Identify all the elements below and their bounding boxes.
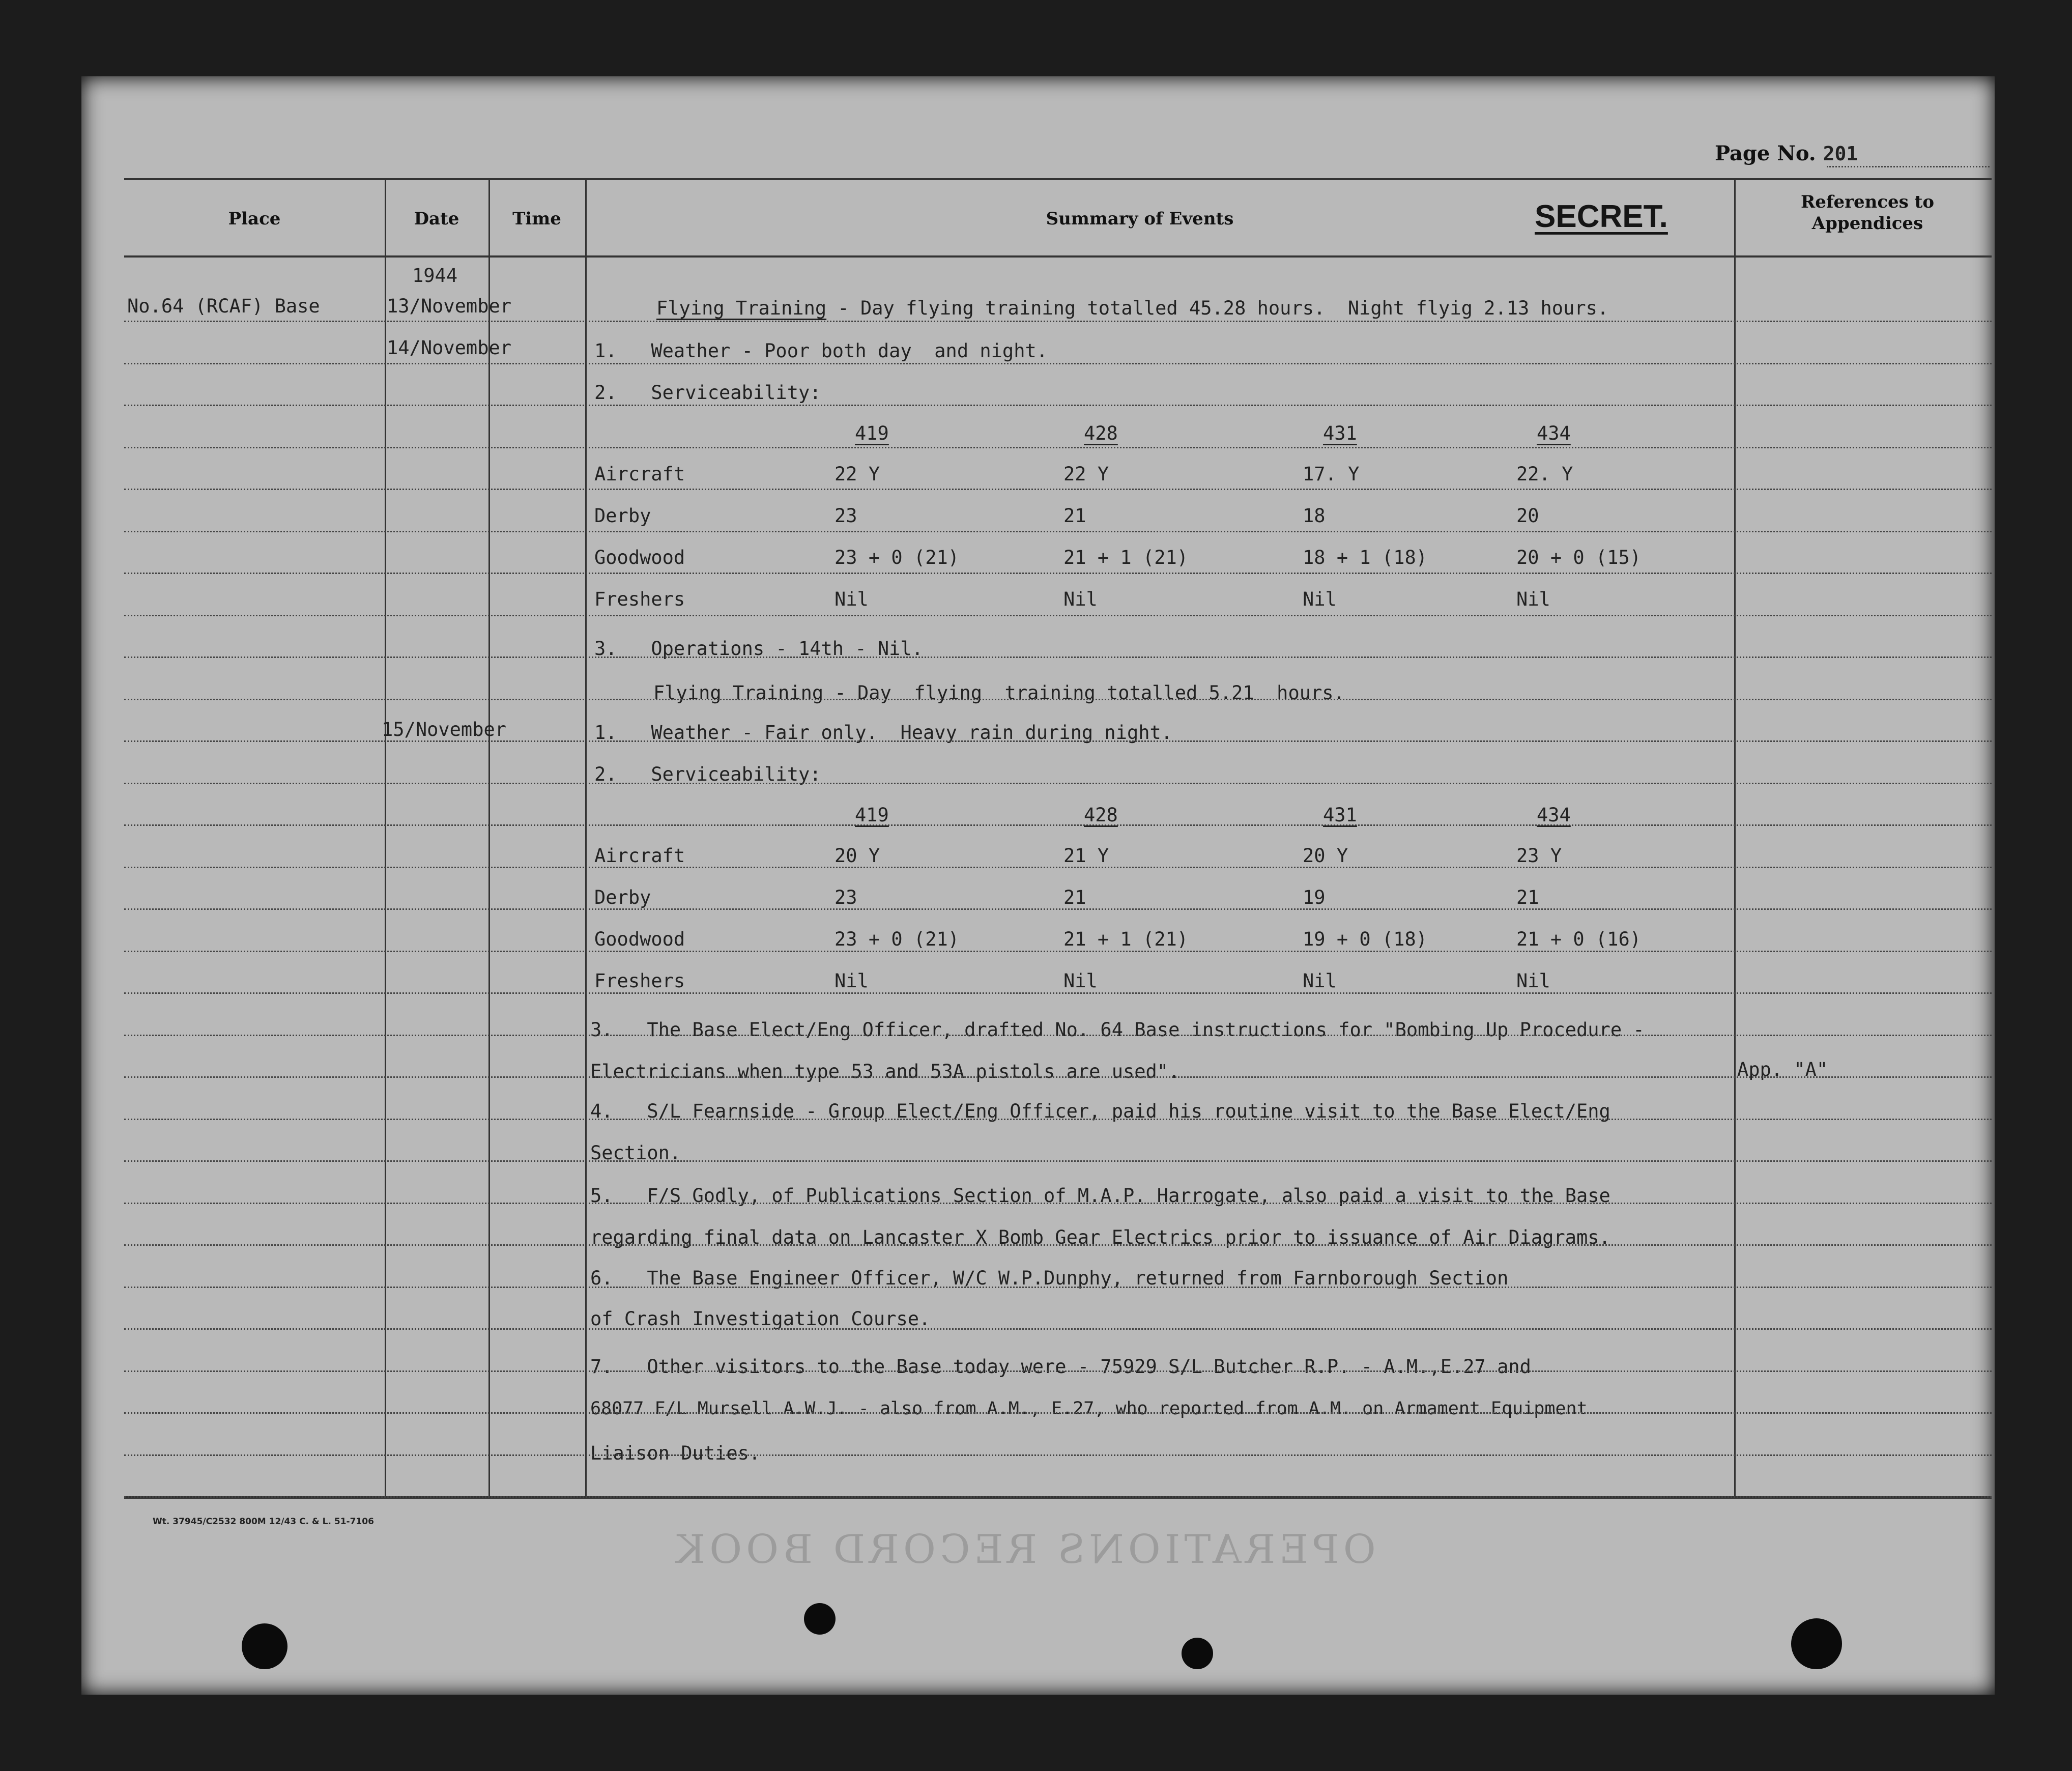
serviceability-cell: 20 + 0 (15)	[1516, 547, 1642, 568]
serviceability-cell: Nil	[834, 970, 869, 992]
punch-hole	[1182, 1638, 1213, 1669]
summary-line: Section.	[590, 1142, 681, 1164]
ruled-row-line	[124, 992, 1992, 994]
summary-line: 7. Other visitors to the Base today were - 75929 S/L Butcher R.P. - A.M.,E.27 and	[590, 1356, 1531, 1378]
squadron-number: 419	[855, 422, 889, 444]
ruled-row-line	[124, 363, 1992, 364]
serviceability-cell: 23 + 0 (21)	[834, 928, 960, 950]
serviceability-cell: 21	[1516, 887, 1539, 908]
summary-line: 2. Serviceability:	[594, 763, 821, 785]
serviceability-row-label: Derby	[594, 505, 651, 527]
serviceability-cell: Nil	[1516, 970, 1550, 992]
ruled-row-line	[124, 867, 1992, 868]
punch-hole	[804, 1603, 836, 1635]
serviceability-cell: 22 Y	[834, 463, 880, 485]
summary-line: 5. F/S Godly, of Publications Section of M.A.P. Harrogate, also paid a visit to the Base	[590, 1185, 1610, 1207]
punch-hole	[1791, 1618, 1842, 1669]
ruled-row-line	[124, 1203, 1992, 1204]
ruled-row-line	[124, 824, 1992, 826]
serviceability-row-label: Freshers	[594, 970, 685, 992]
ruled-row-line	[124, 699, 1992, 700]
serviceability-cell: Nil	[1063, 588, 1098, 610]
squadron-number: 428	[1084, 804, 1118, 826]
ruled-row-line	[124, 783, 1992, 784]
summary-text: - Day flying training totalled 45.28 hours. Night flyig 2.13 hours.	[826, 297, 1609, 319]
serviceability-cell: 18 + 1 (18)	[1303, 547, 1428, 568]
table-top-rule	[124, 178, 1992, 180]
header-bottom-rule	[124, 255, 1992, 258]
ruled-row-line	[124, 1244, 1992, 1246]
serviceability-cell: 23	[834, 887, 857, 908]
record-sheet	[81, 76, 1995, 1695]
ruled-row-line	[124, 656, 1992, 658]
ruled-row-line	[124, 740, 1992, 742]
summary-line	[656, 297, 1608, 319]
summary-line: 1. Weather - Fair only. Heavy rain during night.	[594, 722, 1173, 744]
summary-line: 3. The Base Elect/Eng Officer, drafted No. 64 Base instructions for "Bombing Up Procedure -	[590, 1019, 1645, 1041]
serviceability-cell: Nil	[834, 588, 869, 610]
ruled-row-line	[124, 1328, 1992, 1330]
summary-line: 3. Operations - 14th - Nil.	[594, 638, 924, 660]
secret-stamp: SECRET.	[1535, 199, 1668, 234]
serviceability-cell: 23 Y	[1516, 845, 1562, 867]
page-number: 201	[1823, 142, 1858, 165]
serviceability-cell: 21 + 1 (21)	[1063, 547, 1189, 568]
show-through-text: OPERATIONS RECORD BOOK	[672, 1527, 1376, 1573]
col-divider-date-time	[488, 178, 490, 1496]
form-print-code: Wt. 37945/C2532 800M 12/43 C. & L. 51-7106	[153, 1517, 374, 1527]
summary-line: 68077 F/L Mursell A.W.J. - also from A.M., E.27, who reported from A.M. on Armament Equipment	[590, 1398, 1588, 1419]
summary-line: regarding final data on Lancaster X Bomb Gear Electrics prior to issuance of Air Diagrams.	[590, 1226, 1610, 1248]
serviceability-cell: 20	[1516, 505, 1539, 527]
ruled-row-line	[124, 405, 1992, 406]
serviceability-cell: Nil	[1516, 588, 1550, 610]
ruled-row-line	[124, 1119, 1992, 1120]
serviceability-cell: 20 Y	[1303, 845, 1348, 867]
ruled-row-line	[124, 321, 1992, 322]
ruled-row-line	[124, 1412, 1992, 1414]
page-number-underline	[1827, 166, 1990, 167]
summary-heading-flying-training: Flying Training	[656, 297, 827, 319]
ruled-row-line	[124, 531, 1992, 532]
ruled-row-line	[124, 447, 1992, 448]
squadron-number: 431	[1323, 422, 1357, 444]
ruled-row-line	[124, 573, 1992, 574]
ruled-row-line	[124, 1287, 1992, 1288]
serviceability-cell: 17. Y	[1303, 463, 1360, 485]
ruled-row-line	[124, 1496, 1992, 1498]
serviceability-cell: 21	[1063, 887, 1086, 908]
serviceability-row-label: Derby	[594, 887, 651, 908]
serviceability-cell: 19 + 0 (18)	[1303, 928, 1428, 950]
serviceability-cell: 21 + 0 (16)	[1516, 928, 1642, 950]
serviceability-cell: 20 Y	[834, 845, 880, 867]
serviceability-row-label: Freshers	[594, 588, 685, 610]
date-15-november: 15/November	[382, 719, 507, 740]
serviceability-cell: Nil	[1303, 970, 1337, 992]
ruled-row-line	[124, 1160, 1992, 1162]
year-entry: 1944	[412, 265, 458, 287]
squadron-number: 431	[1323, 804, 1357, 826]
summary-line: Electricians when type 53 and 53A pistols are used".	[590, 1061, 1180, 1082]
squadron-number: 419	[855, 804, 889, 826]
summary-line: 2. Serviceability:	[594, 382, 821, 404]
serviceability-cell: 21 + 1 (21)	[1063, 928, 1189, 950]
serviceability-row-label: Goodwood	[594, 928, 685, 950]
header-references: References to Appendices	[1800, 192, 1935, 234]
col-divider-time-summary	[585, 178, 587, 1496]
serviceability-cell: 21 Y	[1063, 845, 1109, 867]
date-14-november: 14/November	[387, 337, 512, 359]
col-divider-summary-refs	[1734, 178, 1736, 1496]
page-number-label: Page No. 201	[1715, 141, 1858, 165]
summary-line: 6. The Base Engineer Officer, W/C W.P.Dunphy, returned from Farnborough Section	[590, 1267, 1509, 1289]
summary-line: Liaison Duties.	[590, 1442, 761, 1464]
ruled-row-line	[124, 951, 1992, 952]
serviceability-cell: 21	[1063, 505, 1086, 527]
serviceability-cell: Nil	[1063, 970, 1098, 992]
ruled-row-line	[124, 1035, 1992, 1036]
squadron-number: 428	[1084, 422, 1118, 444]
serviceability-cell: 18	[1303, 505, 1326, 527]
col-divider-place-date	[385, 178, 386, 1496]
ruled-row-line	[124, 1076, 1992, 1078]
serviceability-row-label: Aircraft	[594, 463, 685, 485]
ruled-row-line	[124, 908, 1992, 910]
serviceability-cell: 22. Y	[1516, 463, 1573, 485]
squadron-number: 434	[1537, 422, 1571, 444]
summary-line: of Crash Investigation Course.	[590, 1308, 931, 1330]
header-date: Date	[414, 209, 459, 229]
serviceability-cell: 23 + 0 (21)	[834, 547, 960, 568]
appendix-reference: App. "A"	[1737, 1059, 1828, 1080]
date-13-november: 13/November	[387, 295, 512, 317]
header-place: Place	[228, 209, 281, 229]
summary-line: Flying Training - Day flying training totalled 5.21 hours.	[653, 682, 1345, 704]
header-summary: Summary of Events	[1046, 209, 1234, 229]
squadron-number: 434	[1537, 804, 1571, 826]
summary-line: 4. S/L Fearnside - Group Elect/Eng Officer, paid his routine visit to the Base Elect/Eng	[590, 1100, 1610, 1122]
serviceability-cell: Nil	[1303, 588, 1337, 610]
summary-line: 1. Weather - Poor both day and night.	[594, 340, 1048, 362]
serviceability-row-label: Goodwood	[594, 547, 685, 568]
ruled-row-line	[124, 1454, 1992, 1456]
serviceability-cell: 22 Y	[1063, 463, 1109, 485]
serviceability-row-label: Aircraft	[594, 845, 685, 867]
ruled-row-line	[124, 1370, 1992, 1372]
place-entry: No.64 (RCAF) Base	[127, 295, 320, 317]
serviceability-cell: 23	[834, 505, 857, 527]
ruled-row-line	[124, 489, 1992, 490]
header-time: Time	[512, 209, 561, 229]
ruled-row-line	[124, 615, 1992, 616]
punch-hole	[242, 1623, 287, 1669]
serviceability-cell: 19	[1303, 887, 1326, 908]
